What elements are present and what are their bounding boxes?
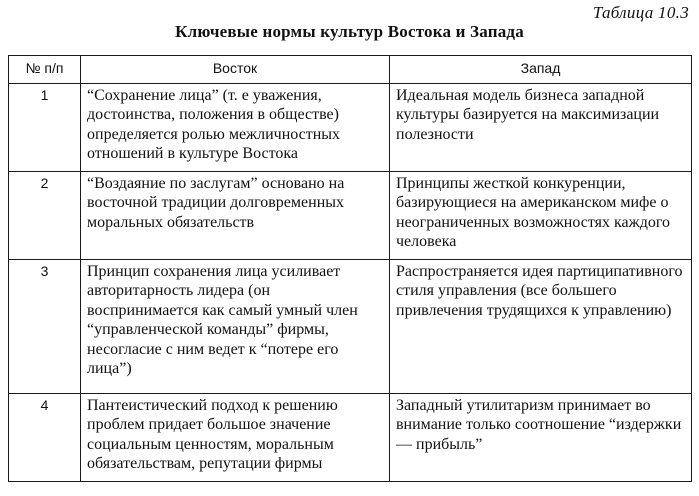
header-east: Восток (81, 56, 390, 84)
west-cell: Распространяется идея партиципативного стиля управления (все большего привлечения трудящихся к управлению) (390, 259, 692, 393)
table-row (9, 171, 692, 259)
row-number: 4 (9, 393, 81, 481)
row-number: 2 (9, 171, 81, 259)
east-cell: Пантеистический подход к решению проблем придает большое значение социальным ценностям, моральным обязательствам, репутации фирмы (81, 393, 390, 481)
west-cell: Принципы жесткой конкуренции, базирующиеся на американском мифе о неограниченных возможностях каждого человека (390, 171, 692, 259)
table-title: Ключевые нормы культур Востока и Запада (175, 22, 524, 41)
row-number: 1 (9, 83, 81, 171)
header-num: № п/п (9, 56, 81, 84)
table-row (9, 393, 692, 481)
west-cell: Идеальная модель бизнеса западной культуры базируется на максимизации полезности (390, 83, 692, 171)
table-row (9, 83, 692, 171)
table-row (9, 259, 692, 393)
east-cell: Принцип сохранения лица усиливает авторитарность лидера (он воспринимается как самый умный член “управленческой команды” фирмы, несогласие с ним ведет к “потере его лица”) (81, 259, 390, 393)
header-west: Запад (390, 56, 692, 84)
header-row (9, 56, 692, 84)
table-number-label: Таблица 10.3 (592, 3, 689, 22)
row-number: 3 (9, 259, 81, 393)
east-cell: “Воздаяние по заслугам” основано на восточной традиции долговременных моральных обязательств (81, 171, 390, 259)
norms-table (8, 55, 692, 482)
east-cell: “Сохранение лица” (т. е уважения, достоинства, положения в обществе) определяется ролью межличностных отношений в культуре Востока (81, 83, 390, 171)
west-cell: Западный утилитаризм принимает во внимание только соотношение “издержки — прибыль” (390, 393, 692, 481)
